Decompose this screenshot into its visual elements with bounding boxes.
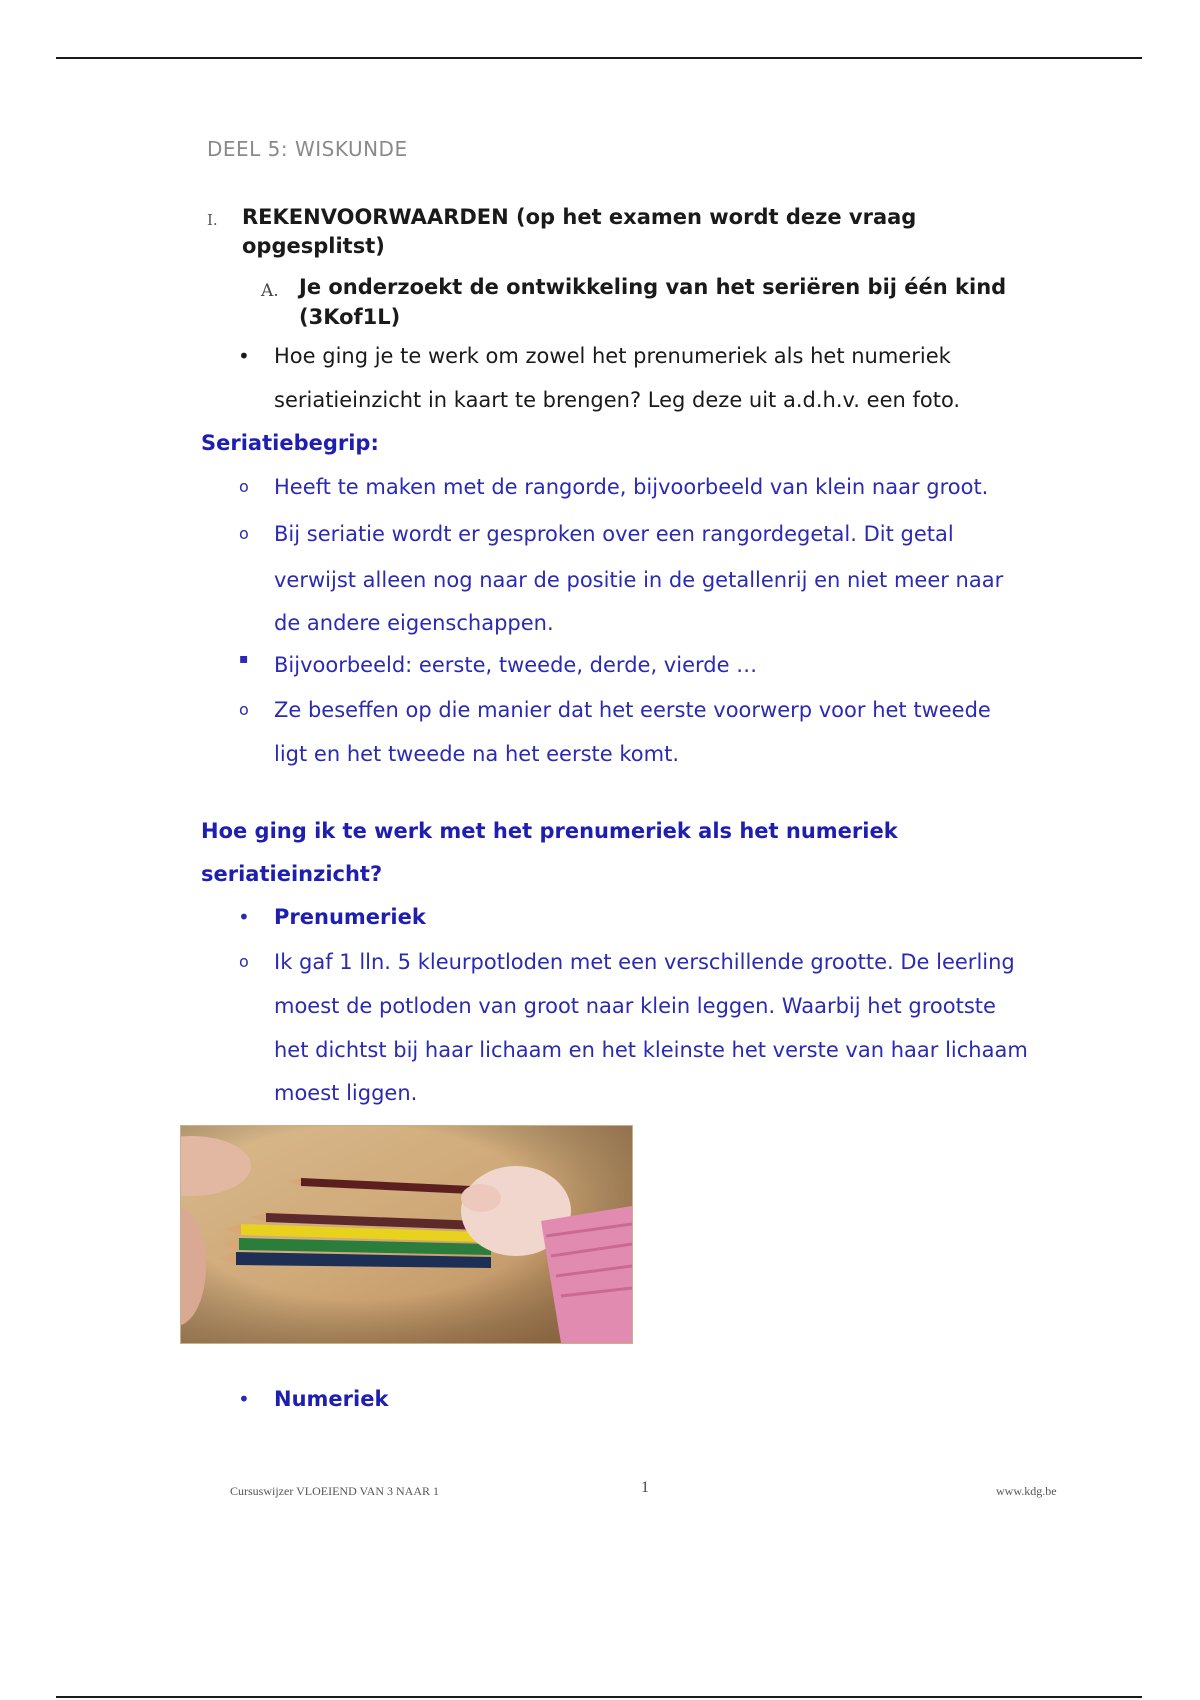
seriatie-item-2-line-3: de andere eigenschappen. xyxy=(274,611,554,635)
task-line-1: Hoe ging je te werk om zowel het prenumeriek als het numeriek xyxy=(274,344,951,368)
seriatie-example: Bijvoorbeeld: eerste, tweede, derde, vierde … xyxy=(274,653,758,677)
part-title: DEEL 5: WISKUNDE xyxy=(207,137,408,161)
prenumeriek-line-2: moest de potloden van groot naar klein leggen. Waarbij het grootste xyxy=(274,994,996,1018)
subquestion-letter: A. xyxy=(261,281,279,301)
seriatie-item-2-line-2: verwijst alleen nog naar de positie in de getallenrij en niet meer naar xyxy=(274,568,1004,592)
bullet-icon: • xyxy=(238,344,250,368)
footer-right-text: www.kdg.be xyxy=(996,1484,1057,1498)
subquestion-heading: Je onderzoekt de ontwikkeling van het seriëren bij één kind (3Kof1L) xyxy=(299,275,1007,329)
top-rule xyxy=(56,57,1142,59)
question-number: I. xyxy=(207,211,218,229)
pencils-photo xyxy=(180,1125,633,1344)
approach-heading-line-1: Hoe ging ik te werk met het prenumeriek als het numeriek xyxy=(201,819,898,843)
prenumeriek-line-1: Ik gaf 1 lln. 5 kleurpotloden met een verschillende grootte. De leerling xyxy=(274,950,1015,974)
prenumeriek-label: Prenumeriek xyxy=(274,905,426,929)
bullet-icon: • xyxy=(238,1387,250,1411)
seriatie-item-3-line-2: ligt en het tweede na het eerste komt. xyxy=(274,742,679,766)
circle-bullet-icon: o xyxy=(239,700,249,719)
prenumeriek-line-3: het dichtst bij haar lichaam en het kleinste het verste van haar lichaam xyxy=(274,1038,1028,1062)
seriatie-item-2-line-1: Bij seriatie wordt er gesproken over een rangordegetal. Dit getal xyxy=(274,522,954,546)
square-bullet-icon: ▪ xyxy=(239,651,249,667)
circle-bullet-icon: o xyxy=(239,952,249,971)
task-line-2: seriatieinzicht in kaart te brengen? Leg deze uit a.d.h.v. een foto. xyxy=(274,388,961,412)
circle-bullet-icon: o xyxy=(239,477,249,496)
bottom-rule xyxy=(56,1696,1142,1698)
seriatie-item-3-line-1: Ze beseffen op die manier dat het eerste voorwerp voor het tweede xyxy=(274,698,991,722)
seriatie-item-1: Heeft te maken met de rangorde, bijvoorbeeld van klein naar groot. xyxy=(274,475,989,499)
footer-left-text: Cursuswijzer VLOEIEND VAN 3 NAAR 1 xyxy=(230,1484,439,1498)
seriatie-heading: Seriatiebegrip: xyxy=(201,431,379,455)
bullet-icon: • xyxy=(238,905,250,929)
approach-heading-line-2: seriatieinzicht? xyxy=(201,862,383,886)
prenumeriek-line-4: moest liggen. xyxy=(274,1081,418,1105)
numeriek-label: Numeriek xyxy=(274,1387,389,1411)
question-heading: REKENVOORWAARDEN (op het examen wordt deze vraag opgesplitst) xyxy=(242,205,917,258)
page-number: 1 xyxy=(641,1479,649,1496)
circle-bullet-icon: o xyxy=(239,524,249,543)
